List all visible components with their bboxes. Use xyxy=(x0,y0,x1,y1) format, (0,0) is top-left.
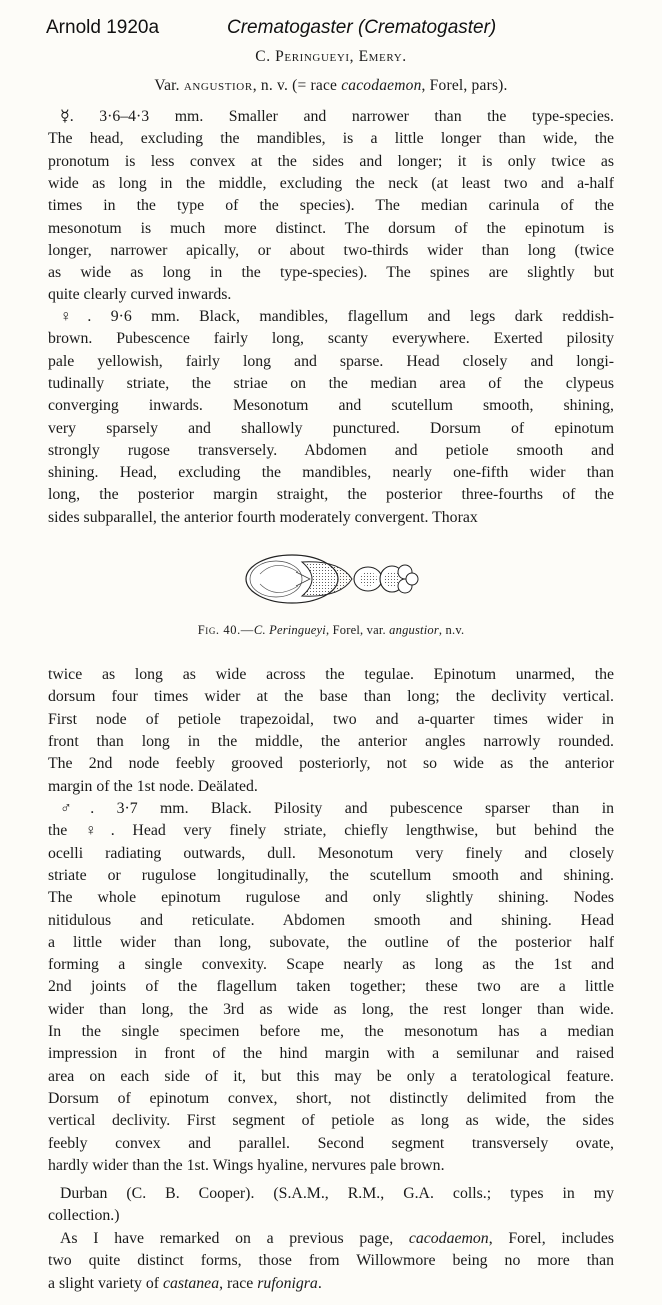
male-line: impression in front of the hind margin with a semilunar and raised xyxy=(48,1045,614,1063)
female-line: ♀. 9·6 mm. Black, mandibles, flagellum and legs dark reddish- xyxy=(60,308,614,325)
figure-caption xyxy=(0,623,662,638)
female-line: long, the posterior margin straight, the posterior three-fourths of the xyxy=(48,486,614,504)
female-cont-line: First node of petiole trapezoidal, two and a-quarter times wider in xyxy=(48,710,614,728)
male-line: Dorsum of epinotum convex, short, not distinctly delimited from the xyxy=(48,1089,614,1107)
male-line: a little wider than long, subovate, the outline of the posterior half xyxy=(48,933,614,951)
male-line: 2nd joints of the flagellum taken together; these two are a little xyxy=(48,978,614,996)
female-line: tudinally striate, the striae on the median area of the clypeus xyxy=(48,374,614,392)
female-line: very sparsely and shallowly punctured. Dorsum of epinotum xyxy=(48,419,614,437)
worker-line: quite clearly curved inwards. xyxy=(48,286,232,304)
male-line: wider than long, the 3rd as wide as long, the rest longer than wide. xyxy=(48,1000,614,1018)
worker-line: ☿. 3·6–4·3 mm. Smaller and narrower than the type-species. xyxy=(60,108,614,125)
remark-line: a slight variety of castanea, race rufonigra. xyxy=(48,1274,322,1292)
worker-line: times in the type of the species). The median carinula of the xyxy=(48,197,614,215)
caption-middle: , Forel, var. xyxy=(325,623,390,637)
male-line: hardly wider than the 1st. Wings hyaline, nervures pale brown. xyxy=(48,1156,445,1174)
male-line: ♂. 3·7 mm. Black. Pilosity and pubescence sparser than in xyxy=(60,800,614,817)
header-taxon: Crematogaster (Crematogaster) xyxy=(227,17,497,38)
caption-species: C. Peringueyi xyxy=(253,623,326,637)
female-cont-line: margin of the 1st node. Deälated. xyxy=(48,777,258,795)
male-line: area on each side of it, but this may be only a teratological feature. xyxy=(48,1067,614,1085)
female-line: brown. Pubescence fairly long, scanty everywhere. Exerted pilosity xyxy=(48,330,614,348)
female-line: shining. Head, excluding the mandibles, nearly one-fifth wider than xyxy=(48,464,614,482)
male-line: The whole epinotum rugulose and only slightly shining. Nodes xyxy=(48,889,614,907)
male-line: forming a single convexity. Scape nearly as long as the 1st and xyxy=(48,956,614,974)
female-cont-line: dorsum four times wider at the base than long; the declivity vertical. xyxy=(48,688,614,706)
male-line: nitidulous and reticulate. Abdomen smooth and shining. Head xyxy=(48,911,614,929)
remark-line: As I have remarked on a previous page, cacodaemon, Forel, includes xyxy=(60,1230,614,1247)
female-line: sides subparallel, the anterior fourth moderately convergent. Thorax xyxy=(48,508,478,526)
male-line: ocelli radiating outwards, dull. Mesonotum very finely and closely xyxy=(48,844,614,862)
species-title: C. Peringueyi, Emery. xyxy=(255,48,407,65)
caption-end: , n.v. xyxy=(438,623,465,637)
worker-line: The head, excluding the mandibles, is a little longer than wide, the xyxy=(48,130,614,148)
worker-line: longer, narrower apically, or about two-thirds wider than long (twice xyxy=(48,241,614,259)
male-line: the ♀. Head very finely striate, chiefly lengthwise, but behind the xyxy=(48,822,614,840)
locality-line: Durban (C. B. Cooper). (S.A.M., R.M., G.A. colls.; types in my xyxy=(60,1185,614,1202)
remark-line: two quite distinct forms, those from Willowmore being no more than xyxy=(48,1252,614,1270)
male-line: In the single specimen before me, the mesonotum has a median xyxy=(48,1023,614,1040)
worker-line: pronotum is less convex at the sides and longer; it is only twice as xyxy=(48,152,614,170)
female-line: pale yellowish, fairly long and sparse. Head closely and longi- xyxy=(48,352,614,370)
ant-figure xyxy=(240,548,420,610)
male-line: feebly convex and parallel. Second segment transversely ovate, xyxy=(48,1134,614,1152)
caption-fig-number: Fig. 40.— xyxy=(197,623,254,637)
caption-variety: angustior xyxy=(389,623,439,637)
female-line: converging inwards. Mesonotum and scutellum smooth, shining, xyxy=(48,397,614,415)
header-citation: Arnold 1920a xyxy=(46,17,160,38)
worker-line: wide as long in the middle, excluding the neck (at least two and a-half xyxy=(48,174,614,192)
male-line: vertical declivity. First segment of petiole as long as wide, the sides xyxy=(48,1112,614,1130)
variety-line: Var. angustior, n. v. (= race cacodaemon, Forel, pars). xyxy=(154,77,508,94)
female-cont-line: front than long in the middle, the anterior angles narrowly rounded. xyxy=(48,732,614,750)
worker-line: mesonotum is much more distinct. The dorsum of the epinotum is xyxy=(48,219,614,237)
female-line: strongly rugose transversely. Abdomen and petiole smooth and xyxy=(48,441,614,459)
worker-line: as wide as long in the type-species). The spines are slightly but xyxy=(48,264,614,282)
female-cont-line: twice as long as wide across the tegulae. Epinotum unarmed, the xyxy=(48,666,614,683)
locality-line: collection.) xyxy=(48,1207,120,1225)
female-cont-line: The 2nd node feebly grooved posteriorly, not so wide as the anterior xyxy=(48,755,614,773)
male-line: striate or rugulose longitudinally, the scutellum smooth and shining. xyxy=(48,866,614,884)
